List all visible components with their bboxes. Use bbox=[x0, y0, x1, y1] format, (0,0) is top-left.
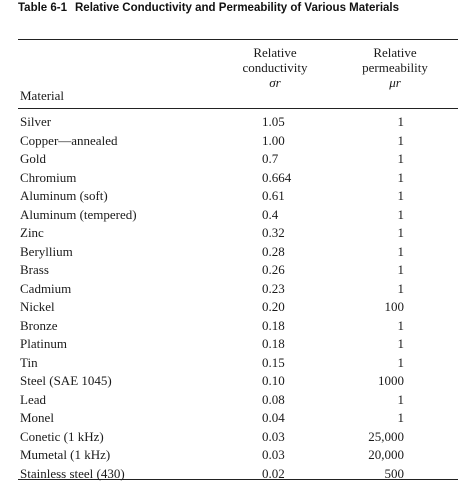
table-row bbox=[0, 428, 474, 447]
table-caption bbox=[18, 1, 458, 15]
conductivity-cell: 0.08 bbox=[262, 391, 285, 407]
material-cell: Silver bbox=[20, 114, 52, 129]
permeability-cell: 1 bbox=[397, 114, 404, 129]
header-conductivity bbox=[222, 45, 328, 90]
material-cell: Conetic (1 kHz) bbox=[20, 428, 104, 444]
material-cell: Aluminum (tempered) bbox=[20, 206, 137, 222]
conductivity-cell: 0.23 bbox=[262, 280, 285, 296]
table-body bbox=[0, 113, 474, 483]
bottom-rule bbox=[18, 479, 458, 480]
header-permeability-line1: Relative bbox=[373, 45, 417, 60]
header-material: Material bbox=[20, 88, 65, 103]
header-conductivity-line1: Relative bbox=[253, 45, 297, 60]
permeability-cell: 1 bbox=[397, 188, 404, 203]
material-cell: Tin bbox=[20, 354, 38, 370]
table-row bbox=[0, 298, 474, 317]
conductivity-cell: 0.15 bbox=[262, 354, 285, 370]
conductivity-cell: 0.4 bbox=[262, 206, 279, 222]
conductivity-cell: 0.03 bbox=[262, 447, 285, 462]
table-row bbox=[0, 372, 474, 391]
table-row bbox=[0, 446, 474, 465]
table-row bbox=[0, 132, 474, 151]
material-cell: Copper—annealed bbox=[20, 132, 118, 148]
table-row bbox=[0, 354, 474, 373]
table-row bbox=[0, 243, 474, 262]
material-cell: Platinum bbox=[20, 336, 67, 351]
material-cell: Steel (SAE 1045) bbox=[20, 373, 112, 388]
material-cell: Brass bbox=[20, 262, 49, 277]
conductivity-cell: 0.664 bbox=[262, 169, 292, 185]
permeability-cell: 25,000 bbox=[368, 428, 404, 444]
material-cell: Stainless steel (430) bbox=[20, 465, 125, 481]
permeability-cell: 1 bbox=[397, 262, 404, 277]
conductivity-cell: 0.10 bbox=[262, 373, 285, 388]
table-title: Relative Conductivity and Permeability of Various Materials bbox=[75, 2, 400, 14]
permeability-cell: 1 bbox=[397, 391, 404, 407]
conductivity-cell: 0.20 bbox=[262, 299, 285, 314]
material-cell: Chromium bbox=[20, 169, 77, 185]
material-cell: Zinc bbox=[20, 225, 44, 240]
table-row bbox=[0, 280, 474, 299]
permeability-cell: 1 bbox=[397, 206, 404, 222]
header-permeability bbox=[340, 45, 450, 90]
table-row bbox=[0, 409, 474, 428]
permeability-cell: 1000 bbox=[378, 373, 404, 388]
permeability-cell: 1 bbox=[397, 410, 404, 425]
conductivity-cell: 0.03 bbox=[262, 428, 285, 444]
table-row bbox=[0, 224, 474, 243]
material-cell: Aluminum (soft) bbox=[20, 188, 108, 203]
table-row bbox=[0, 187, 474, 206]
material-cell: Monel bbox=[20, 410, 54, 425]
material-cell: Gold bbox=[20, 151, 46, 166]
permeability-cell: 20,000 bbox=[368, 447, 404, 462]
conductivity-cell: 0.32 bbox=[262, 225, 285, 240]
table-row bbox=[0, 261, 474, 280]
permeability-cell: 100 bbox=[384, 299, 404, 314]
permeability-cell: 1 bbox=[397, 225, 404, 240]
conductivity-symbol: σr bbox=[269, 75, 281, 90]
permeability-cell: 1 bbox=[397, 132, 404, 148]
material-cell: Nickel bbox=[20, 299, 55, 314]
permeability-cell: 1 bbox=[397, 280, 404, 296]
conductivity-cell: 0.02 bbox=[262, 465, 285, 481]
table-row bbox=[0, 113, 474, 132]
header-conductivity-line2: conductivity bbox=[242, 60, 308, 75]
header-rule bbox=[18, 108, 458, 109]
conductivity-cell: 0.18 bbox=[262, 336, 285, 351]
table-row bbox=[0, 391, 474, 410]
conductivity-cell: 0.7 bbox=[262, 151, 279, 166]
conductivity-cell: 0.04 bbox=[262, 410, 285, 425]
table-row bbox=[0, 169, 474, 188]
table-row bbox=[0, 465, 474, 484]
permeability-cell: 1 bbox=[397, 169, 404, 185]
permeability-cell: 1 bbox=[397, 354, 404, 370]
conductivity-cell: 0.26 bbox=[262, 262, 285, 277]
top-rule bbox=[18, 39, 458, 40]
permeability-symbol: μr bbox=[389, 75, 401, 90]
table-row bbox=[0, 206, 474, 225]
header-permeability-line2: permeability bbox=[362, 60, 428, 75]
permeability-cell: 1 bbox=[397, 317, 404, 333]
permeability-cell: 1 bbox=[397, 243, 404, 259]
material-cell: Mumetal (1 kHz) bbox=[20, 447, 111, 462]
permeability-cell: 1 bbox=[397, 336, 404, 351]
material-cell: Beryllium bbox=[20, 243, 73, 259]
table-row bbox=[0, 150, 474, 169]
conductivity-cell: 0.28 bbox=[262, 243, 285, 259]
table-row bbox=[0, 335, 474, 354]
conductivity-cell: 1.05 bbox=[262, 114, 285, 129]
conductivity-cell: 0.61 bbox=[262, 188, 285, 203]
table-row bbox=[0, 317, 474, 336]
conductivity-cell: 0.18 bbox=[262, 317, 285, 333]
permeability-cell: 1 bbox=[397, 151, 404, 166]
conductivity-cell: 1.00 bbox=[262, 132, 285, 148]
material-cell: Cadmium bbox=[20, 280, 72, 296]
material-cell: Lead bbox=[20, 391, 46, 407]
permeability-cell: 500 bbox=[384, 465, 404, 481]
material-cell: Bronze bbox=[20, 317, 58, 333]
table-number: Table 6-1 bbox=[18, 2, 67, 14]
